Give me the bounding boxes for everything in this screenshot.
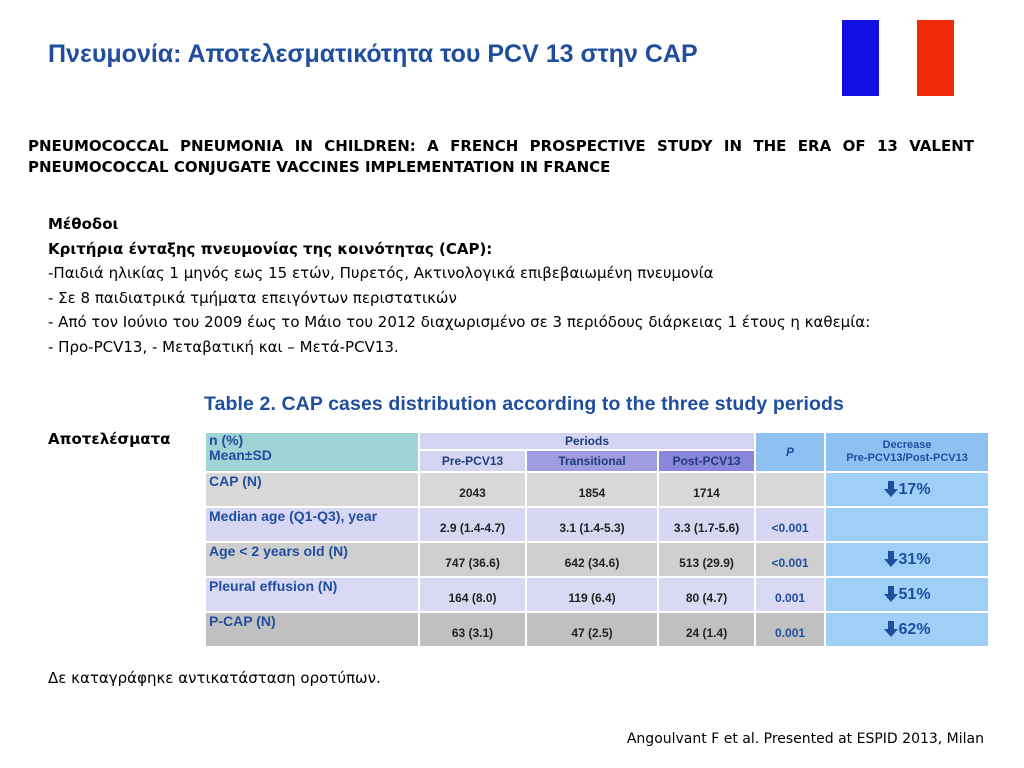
methods-section	[48, 212, 870, 359]
row-label: CAP (N)	[205, 472, 419, 507]
row-label: Median age (Q1-Q3), year	[205, 507, 419, 542]
header-p-value: P	[755, 432, 825, 472]
row-label: Age < 2 years old (N)	[205, 542, 419, 577]
row-label: P-CAP (N)	[205, 612, 419, 647]
decrease-value: 17%	[898, 480, 931, 498]
header-transitional: Transitional	[526, 450, 658, 472]
methods-line: - Προ-PCV13, - Μεταβατική και – Μετά-PCV13.	[48, 337, 399, 356]
decrease-value: 51%	[898, 585, 931, 603]
cell-p: <0.001	[755, 507, 825, 542]
header-n-percent: n (%)	[209, 432, 244, 448]
cell-post: 3.3 (1.7-5.6)	[658, 507, 755, 542]
down-arrow-icon	[884, 586, 898, 602]
cell-post: 513 (29.9)	[658, 542, 755, 577]
cell-decrease	[825, 612, 989, 647]
cap-distribution-table	[204, 431, 990, 648]
results-heading: Αποτελέσματα	[48, 430, 171, 448]
table-row	[205, 612, 989, 647]
methods-line: - Από τον Ιούνιο του 2009 έως το Μάιο του 2012 διαχωρισμένο σε 3 περιόδους διάρκειας 1 έτους η καθεμία:	[48, 313, 871, 331]
methods-heading: Μέθοδοι	[48, 215, 119, 233]
slide-title: Πνευμονία: Αποτελεσματικότητα του PCV 13 στην CAP	[48, 40, 698, 68]
decrease-value: 31%	[898, 550, 931, 568]
cell-transitional: 119 (6.4)	[526, 577, 658, 612]
methods-line: - Σε 8 παιδιατρικά τμήματα επειγόντων περιστατικών	[48, 288, 457, 307]
cell-p: 0.001	[755, 612, 825, 647]
table-row	[205, 542, 989, 577]
cell-post: 1714	[658, 472, 755, 507]
cell-transitional: 642 (34.6)	[526, 542, 658, 577]
header-mean-sd: Mean±SD	[209, 447, 272, 463]
table-header-stub	[205, 432, 419, 472]
down-arrow-icon	[884, 551, 898, 567]
row-label: Pleural effusion (N)	[205, 577, 419, 612]
cell-transitional: 1854	[526, 472, 658, 507]
header-post-pcv13: Post-PCV13	[658, 450, 755, 472]
inclusion-criteria: Κριτήρια ένταξης πνευμονίας της κοινότητας (CAP):	[48, 239, 493, 258]
down-arrow-icon	[884, 481, 898, 497]
cell-decrease	[825, 507, 989, 542]
header-pre-pcv13: Pre-PCV13	[419, 450, 526, 472]
down-arrow-icon	[884, 621, 898, 637]
cell-p: <0.001	[755, 542, 825, 577]
cell-pre: 2.9 (1.4-4.7)	[419, 507, 526, 542]
serotype-note: Δε καταγράφηκε αντικατάσταση οροτύπων.	[48, 669, 381, 687]
methods-line: -Παιδιά ηλικίας 1 μηνός εως 15 ετών, Πυρετός, Ακτινολογικά επιβεβαιωμένη πνευμονία	[48, 264, 714, 282]
cell-transitional: 3.1 (1.4-5.3)	[526, 507, 658, 542]
cell-transitional: 47 (2.5)	[526, 612, 658, 647]
reference-citation: Angoulvant F et al. Presented at ESPID 2013, Milan	[626, 731, 984, 747]
header-periods: Periods	[419, 432, 755, 450]
decrease-value: 62%	[898, 620, 931, 638]
cell-pre: 63 (3.1)	[419, 612, 526, 647]
study-title: PNEUMOCOCCAL PNEUMONIA IN CHILDREN: A FRENCH PROSPECTIVE STUDY IN THE ERA OF 13 VALENT PNEUMOCOCCAL CONJUGATE VACCINES IMPLEMENTATION IN FRANCE	[28, 137, 974, 176]
header-decrease-line1: Decrease	[882, 439, 932, 451]
cell-decrease	[825, 472, 989, 507]
cell-post: 24 (1.4)	[658, 612, 755, 647]
table-row	[205, 472, 989, 507]
cell-pre: 2043	[419, 472, 526, 507]
header-decrease	[825, 432, 989, 472]
table-title: Table 2. CAP cases distribution according to the three study periods	[204, 393, 844, 415]
cell-p	[755, 472, 825, 507]
table-row	[205, 507, 989, 542]
french-flag-icon	[842, 20, 954, 96]
cell-decrease	[825, 542, 989, 577]
cell-pre: 747 (36.6)	[419, 542, 526, 577]
cell-p: 0.001	[755, 577, 825, 612]
cell-pre: 164 (8.0)	[419, 577, 526, 612]
header-decrease-line2: Pre-PCV13/Post-PCV13	[846, 452, 968, 464]
cell-decrease	[825, 577, 989, 612]
cell-post: 80 (4.7)	[658, 577, 755, 612]
table-row	[205, 577, 989, 612]
